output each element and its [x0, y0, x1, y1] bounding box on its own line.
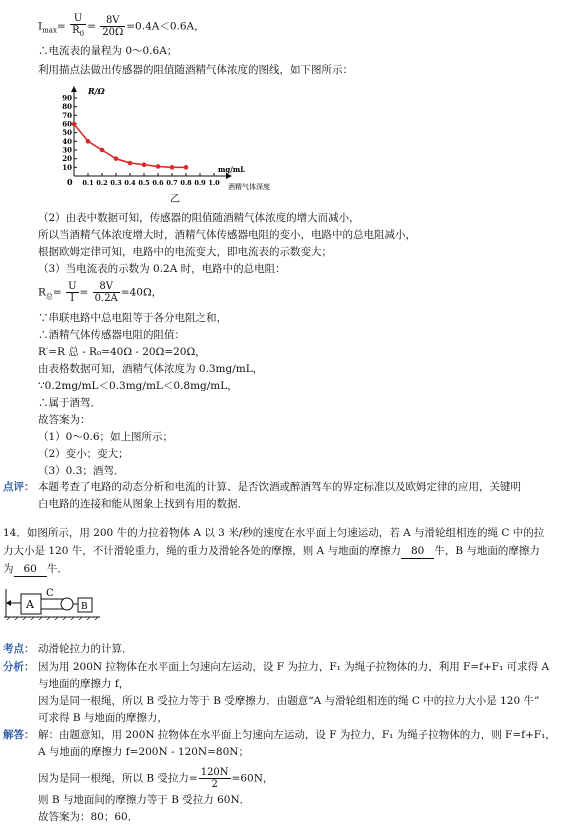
r-total-formula: $R_总=$ $\frac{U}{I}$ = $\frac{8V}{0.2A}$ =40Ω， — [38, 281, 163, 304]
data-point — [156, 164, 161, 169]
p2-l9: ∵0.2mg/mL＜0.3mg/mL＜0.8mg/mL， — [38, 380, 238, 392]
data-point — [170, 165, 175, 170]
p2-l8: 由表格数据可知，酒精气体浓度为 0.3mg/mL， — [38, 363, 264, 375]
data-point — [86, 139, 91, 144]
x-tick-label: 0.1 — [82, 179, 94, 187]
chart-xlabel: 酒精气体深度 — [228, 183, 270, 191]
p2-l11: 故答案为： — [38, 414, 91, 426]
range-line: ∴电流表的量程为 0～0.6A； — [38, 45, 178, 57]
x-tick-label: 1.0 — [208, 179, 220, 187]
chart-points — [72, 122, 189, 170]
p2-l6: ∴酒精气体传感器电阻的阻值： — [38, 329, 185, 341]
fig-label-a: A — [26, 598, 34, 611]
imax-formula: $I_{max}=$ $\frac{U}{R_0}$ = $\frac{8V}{20\Omega}$ =0.4A＜0.6A， — [38, 13, 205, 38]
data-point — [100, 148, 105, 153]
fx-l1: 因为用 200N 拉物体在水平面上匀速向左运动，设 F 为拉力，F₁ 为绳子拉物体的力，利用 F=f+F₁ 可求得 A — [38, 661, 550, 673]
answer-blank-1: 80 — [401, 544, 434, 559]
y-tick-label: 90 — [62, 93, 72, 103]
kd-label: 考点： — [3, 643, 35, 655]
chart-caption: 乙 — [170, 194, 180, 205]
chart-origin: 0 — [67, 177, 73, 187]
x-tick-label: 0.9 — [194, 179, 206, 187]
fig-label-c: C — [46, 588, 54, 599]
data-point — [184, 165, 189, 170]
jd-l5: 故答案为：80；60． — [38, 811, 139, 823]
x-tick-label: 0.7 — [166, 179, 178, 187]
jd-l4: 则 B 与地面间的摩擦力等于 B 受拉力 60N． — [38, 794, 251, 806]
q14-l2: 力大小是 120 牛，不计滑轮重力，绳的重力及滑轮各处的摩擦，则 A 与地面的摩擦力 80 牛，B 与地面的摩擦力 — [3, 545, 540, 557]
y-axis-arrow — [71, 86, 77, 92]
plot-intro: 利用描点法做出传感器的阻值随酒精气体浓度的图线，如下图所示： — [38, 64, 353, 76]
data-point — [72, 122, 77, 127]
x-tick-label: 0.2 — [96, 179, 108, 187]
y-tick-label: 40 — [62, 136, 72, 146]
x-tick-label: 0.4 — [124, 179, 136, 187]
fig-label-b: B — [81, 602, 88, 612]
fx-label: 分析： — [3, 661, 35, 673]
comment-label: 点评： — [3, 481, 35, 493]
y-tick-label: 50 — [62, 128, 72, 138]
fx-l3: 因为是同一根绳，所以 B 受拉力等于 B 受摩擦力．由题意“A 与滑轮组相连的绳 C 中的拉力大小是 120 牛” — [38, 695, 540, 707]
fx-l4: 可求得 B 与地面的摩擦力， — [38, 712, 168, 724]
comment-l1: 本题考查了电路的动态分析和电流的计算、是否饮酒或醉酒驾车的界定标准以及欧姆定律的应用，关键明 — [38, 481, 521, 493]
answer-1: （1）0～0.6；如上图所示； — [38, 431, 174, 443]
answer-3: （3）0.3；酒驾． — [38, 465, 125, 477]
p2-l4: （3）当电流表的示数为 0.2A 时，电路中的总电阻： — [38, 263, 286, 275]
kd-text: 动滑轮拉力的计算． — [38, 643, 133, 655]
y-tick-label: 70 — [62, 110, 72, 120]
y-tick-label: 60 — [62, 119, 72, 129]
x-tick-label: 0.8 — [180, 179, 192, 187]
y-tick-label: 10 — [62, 162, 72, 172]
y-tick-label: 30 — [62, 145, 72, 155]
y-tick-label: 80 — [62, 102, 72, 112]
p2-l2: 所以当酒精气体浓度增大时，酒精气体传感器电阻的变小，电路中的总电阻减小， — [38, 229, 416, 241]
comment-l2: 白电路的连接和能从图象上找到有用的数据． — [38, 498, 248, 510]
data-point — [142, 162, 147, 167]
data-point — [114, 156, 119, 161]
x-tick-label: 0.5 — [138, 179, 150, 187]
y-tick-label: 20 — [62, 154, 72, 164]
p2-l7: R′=R 总 - R₀=40Ω - 20Ω=20Ω， — [38, 346, 206, 358]
chart-xunit: mg/mL — [218, 165, 246, 174]
p2-l5: ∵串联电路中总电阻等于各分电阻之和， — [38, 312, 227, 324]
p2-l3: 根据欧姆定律可知，电路中的电流变大，即电流表的示数变大； — [38, 246, 332, 258]
data-point — [128, 161, 133, 166]
p2-l10: ∴属于酒驾． — [38, 397, 101, 409]
chart-ylabel: R/Ω — [88, 86, 105, 96]
x-tick-label: 0.3 — [110, 179, 122, 187]
jd-l1: 解：由题意知，用 200N 拉物体在水平面上匀速向左运动，设 F 为拉力，F₁ 为绳子拉物体的力，则 F=f+F₁， — [38, 729, 556, 741]
answer-2: （2）变小；变大； — [38, 448, 129, 460]
q14-l3: 为 60 牛． — [3, 563, 68, 575]
chart-ticks — [62, 94, 220, 188]
q14-l1: 14．如图所示，用 200 牛的力拉着物体 A 以 3 米/秒的速度在水平面上匀速运动，若 A 与滑轮组相连的绳 C 中的拉 — [3, 527, 545, 539]
p2-l1: （2）由表中数据可知，传感器的阻值随酒精气体浓度的增大而减小， — [38, 212, 360, 224]
resistance-concentration-chart — [58, 82, 298, 206]
fx-l2: 与地面的摩擦力 f， — [38, 678, 130, 690]
pulley-figure — [4, 585, 104, 621]
answer-blank-2: 60 — [14, 562, 47, 577]
x-tick-label: 0.6 — [152, 179, 164, 187]
jd-l3: 因为是同一根绳，所以 B 受拉力= $\frac{120N}{2}$ =60N， — [38, 767, 274, 790]
jd-l2: A 与地面的摩擦力 f=200N - 120N=80N； — [38, 746, 249, 758]
jd-label: 解答： — [3, 729, 35, 741]
